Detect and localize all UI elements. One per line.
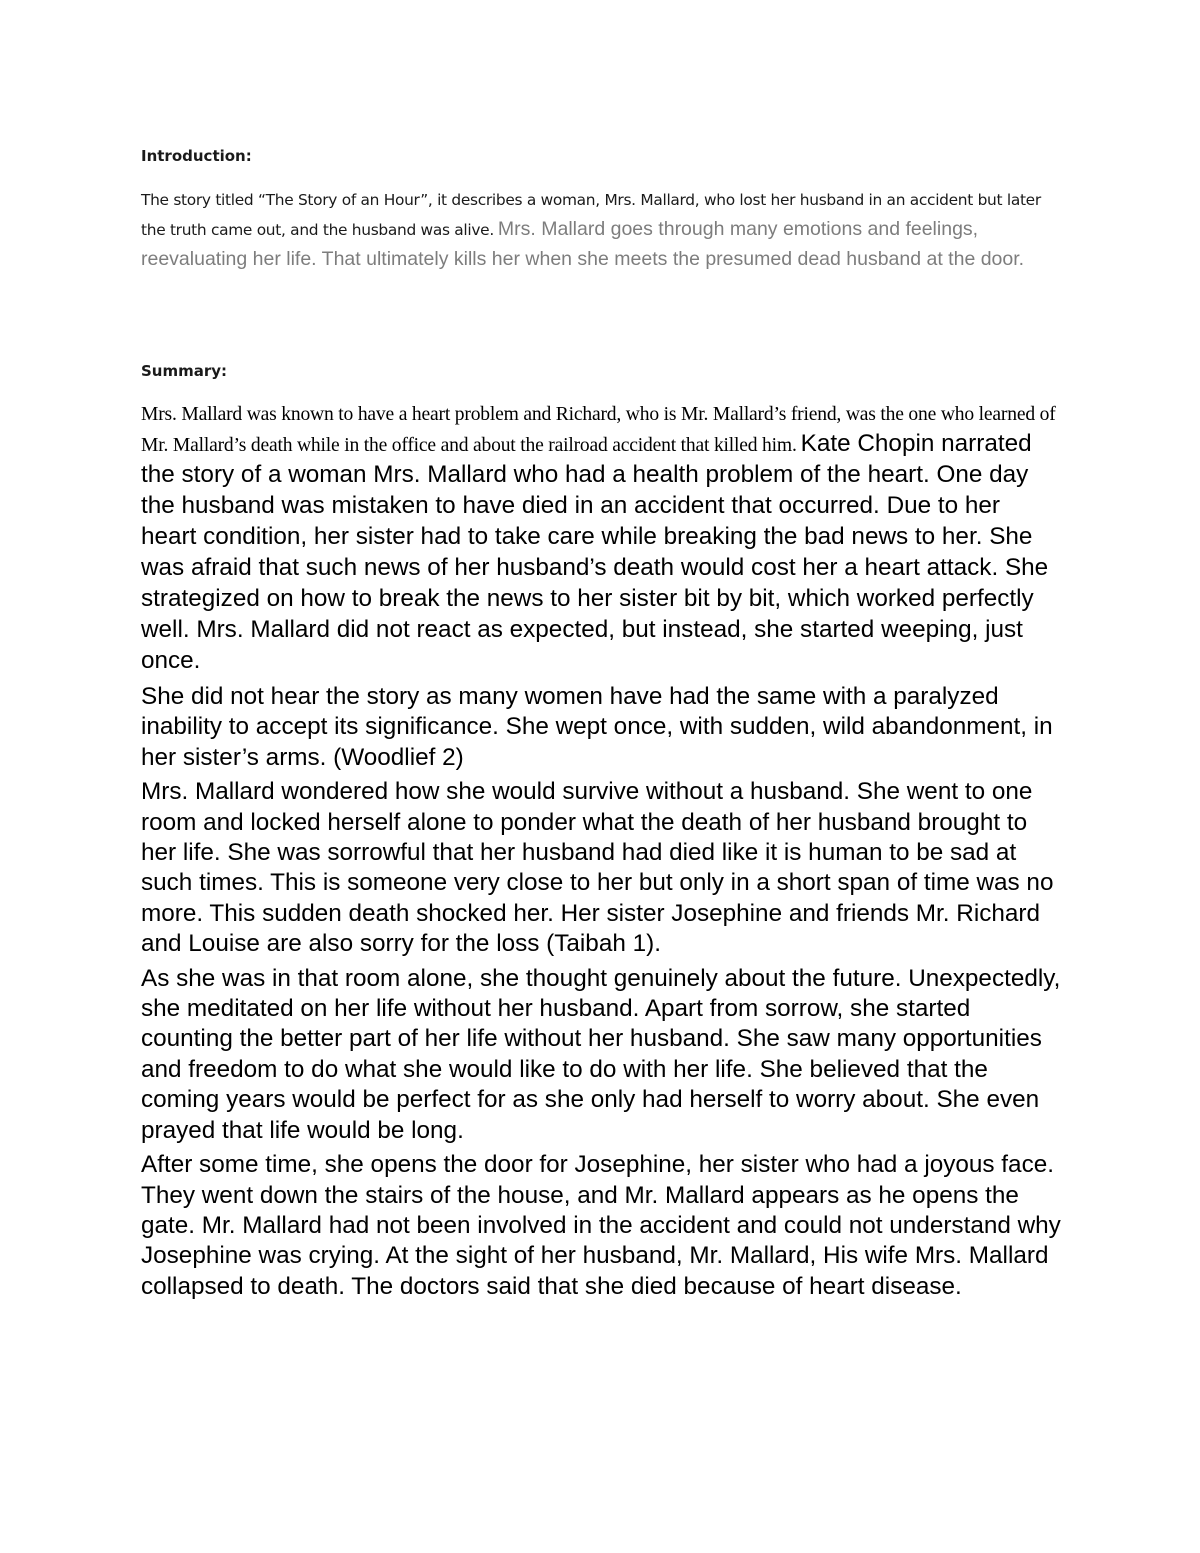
summary-paragraph: After some time, she opens the door for Josephine, her sister who had a joyous face. They went down the stairs of the house, and Mr. Mallard appears as he opens the gate. Mr. Mallard had not been involved in the accident and could not understand why Josephine was crying. At the sight of her husband, Mr. Mallard, His wife Mrs. Mallard collapsed to death. The doctors said that she died because of heart disease. [141, 1151, 1061, 1300]
summary-paragraph: She did not hear the story as many women have had the same with a paralyzed inability to accept its significance. She wept once, with sudden, wild abandonment, in her sister’s arms. (Woodlief 2) [141, 683, 1053, 771]
introduction-heading: Introduction: [141, 147, 252, 165]
introduction-paragraph [141, 186, 1061, 275]
summary-paragraph: Mrs. Mallard wondered how she would survive without a husband. She went to one room and locked herself alone to ponder what the death of her husband brought to her life. She was sorrowful that her husband had died like it is human to be sad at such times. This is someone very close to her but only in a short span of time was no more. This sudden death shocked her. Her sister Josephine and friends Mr. Richard and Louise are also sorry for the loss (Taibah 1). [141, 778, 1054, 958]
summary-text-sans: Kate Chopin narrated the story of a woman Mrs. Mallard who had a health problem of the heart. One day the husband was mistaken to have died in an accident that occurred. Due to her heart condition, her sister had to take care while breaking the bad news to her. She was afraid that such news of her husband’s death would cost her a heart attack. She strategized on how to break the news to her sister bit by bit, which worked perfectly well. Mrs. Mallard did not react as expected, but instead, she started weeping, just once. [141, 430, 1049, 674]
introduction-text-grey: Mrs. Mallard goes through many emotions and feelings, reevaluating her life. That ultimately kills her when she meets the presumed dead husband at the door. [141, 218, 1025, 270]
summary-heading: Summary: [141, 362, 228, 380]
summary-body [141, 401, 1061, 1302]
summary-paragraph: As she was in that room alone, she thought genuinely about the future. Unexpectedly, she meditated on her life without her husband. Apart from sorrow, she started counting the better part of her life without her husband. She saw many opportunities and freedom to do what she would like to do with her life. She believed that the coming years would be perfect for as she only had herself to worry about. She even prayed that life would be long. [141, 964, 1061, 1144]
summary-paragraph [141, 401, 1061, 678]
summary-text-serif: Mrs. Mallard was known to have a heart problem and Richard, who is Mr. Mallard’s friend, was the one who learned of Mr. Mallard’s death while in the office and about the railroad accident that killed him. [141, 404, 1056, 456]
introduction-text-dark: The story titled “The Story of an Hour”, it describes a woman, Mrs. Mallard, who lost her husband in an accident but later the truth came out, and the husband was alive. [141, 191, 1041, 239]
